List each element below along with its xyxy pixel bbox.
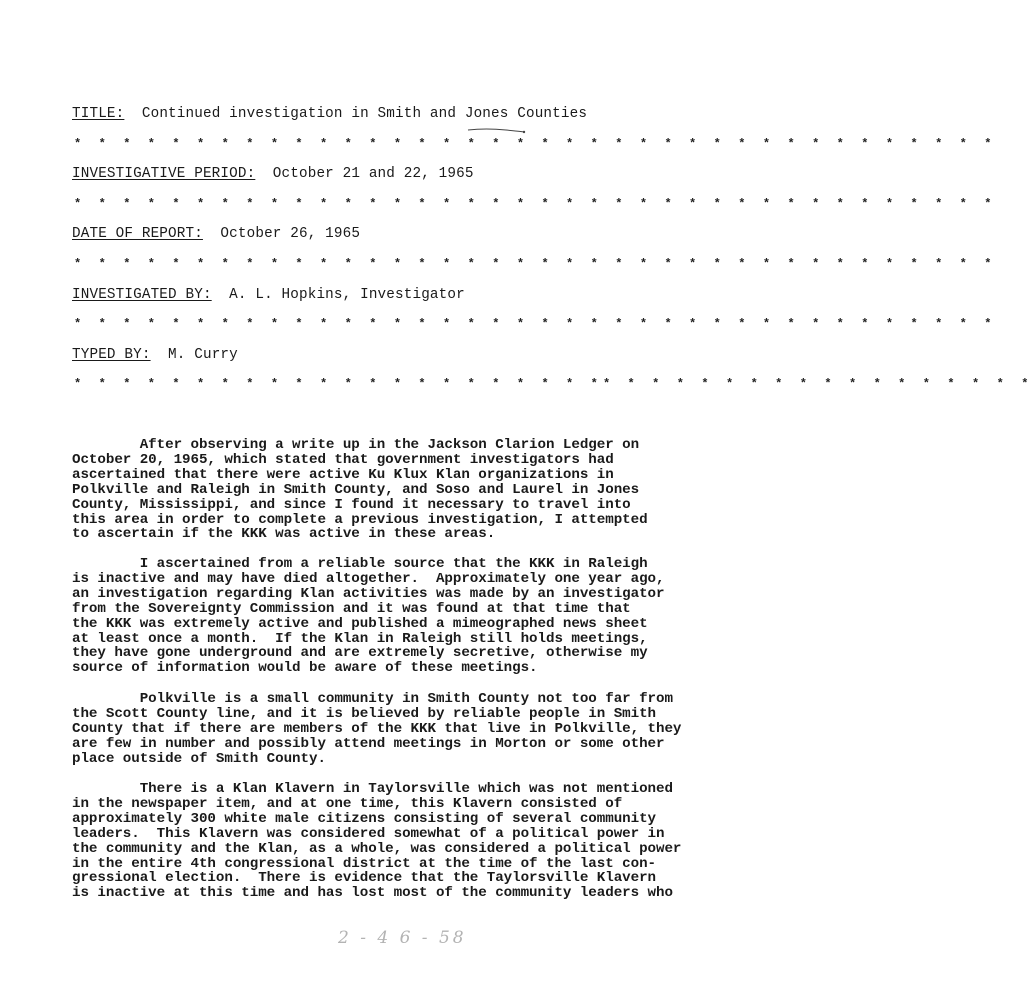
paragraph-line: There is a Klan Klavern in Taylorsville which was not mentioned [72,781,673,797]
paragraph-line: County that if there are members of the KKK that live in Polkville, they [72,720,682,737]
paragraph-3 [72,692,732,767]
typed-value: M. Curry [168,347,238,363]
paragraph-line: October 20, 1965, which stated that government investigators had [72,451,614,468]
separator-1: * * * * * * * * * * * * * * * * * * * * * * * * * * * * * * * * * * * * * * [74,137,997,151]
paragraph-line: from the Sovereignty Commission and it was found at that time that [72,600,631,617]
paragraph-line: is inactive and may have died altogether. Approximately one year ago, [72,570,665,587]
paragraph-line: I ascertained from a reliable source that the KKK in Raleigh [72,556,648,572]
paragraph-line: County, Mississippi, and since I found it necessary to travel into [72,496,631,513]
paragraph-line: this area in order to complete a previous investigation, I attempted [72,511,648,528]
paragraph-line: an investigation regarding Klan activities was made by an investigator [72,585,665,602]
page-number: 2 - 4 6 - 58 [338,928,467,948]
title-value: Continued investigation in Smith and Jones Counties [141,106,588,122]
paragraph-line: leaders. This Klavern was considered somewhat of a political power in [72,825,665,842]
paragraph-line: the KKK was extremely active and published a mimeographed news sheet [72,615,648,632]
title-label: TITLE: [72,106,125,122]
typed-row [72,347,238,363]
date-label: DATE OF REPORT: [72,226,203,242]
pen-underline-mark [466,127,528,135]
paragraph-line: they have gone underground and are extremely secretive, otherwise my [72,645,648,662]
period-row [72,166,474,182]
paragraph-line: the community and the Klan, as a whole, was considered a political power [72,840,682,857]
typed-label: TYPED BY: [72,347,151,363]
paragraph-line: are few in number and possibly attend meetings in Morton or some other [72,735,665,752]
paragraph-line: place outside of Smith County. [72,750,326,767]
paragraph-line: ascertained that there were active Ku Klux Klan organizations in [72,466,614,483]
paragraph-line: After observing a write up in the Jackson Clarion Ledger on [72,437,640,453]
paragraph-line: Polkville and Raleigh in Smith County, and Soso and Laurel in Jones [72,481,640,498]
paragraph-line: in the newspaper item, and at one time, this Klavern consisted of [72,795,623,812]
paragraph-line: the Scott County line, and it is believed by reliable people in Smith [72,705,657,722]
separator-5: * * * * * * * * * * * * * * * * * * * * * ** * * * * * * * * * * * * * * * * * [74,377,1034,391]
title-row [72,106,587,122]
date-row [72,226,360,242]
paragraph-line: Polkville is a small community in Smith County not too far from [72,691,673,707]
period-value: October 21 and 22, 1965 [272,166,474,182]
paragraph-line: in the entire 4th congressional district at the time of the last con- [72,855,657,872]
paragraph-line: at least once a month. If the Klan in Raleigh still holds meetings, [72,630,648,647]
paragraph-line: is inactive at this time and has lost most of the community leaders who [72,885,673,902]
separator-2: * * * * * * * * * * * * * * * * * * * * * * * * * * * * * * * * * * * * * * [74,197,997,211]
date-value: October 26, 1965 [220,226,361,242]
paragraph-line: approximately 300 white male citizens consisting of several community [72,810,657,827]
paragraph-line: source of information would be aware of these meetings. [72,660,538,677]
paragraph-4 [72,782,732,901]
investigator-row [72,287,465,303]
paragraph-line: gressional election. There is evidence that the Taylorsville Klavern [72,870,657,887]
paragraph-line: to ascertain if the KKK was active in these areas. [72,526,496,543]
investigator-label: INVESTIGATED BY: [72,287,212,303]
separator-3: * * * * * * * * * * * * * * * * * * * * * * * * * * * * * * * * * * * * * * [74,257,997,271]
paragraph-2 [72,557,732,676]
separator-4: * * * * * * * * * * * * * * * * * * * * * * * * * * * * * * * * * * * * * * [74,317,997,331]
investigator-value: A. L. Hopkins, Investigator [229,287,465,303]
period-label: INVESTIGATIVE PERIOD: [72,166,256,182]
paragraph-1 [72,438,732,542]
